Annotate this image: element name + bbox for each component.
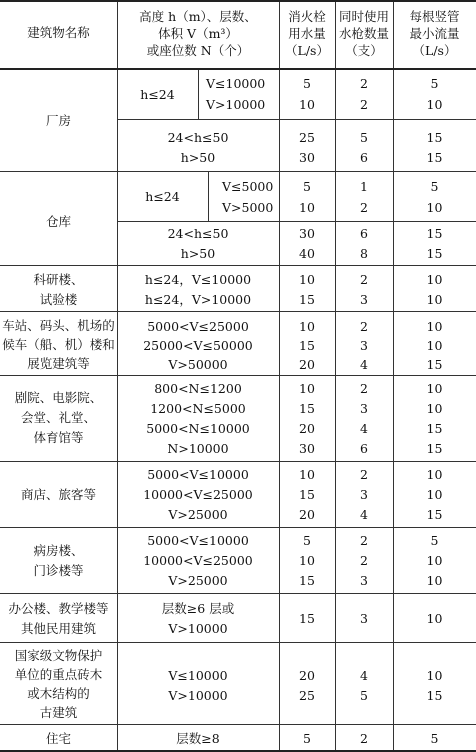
- flow-value: 20: [299, 357, 315, 372]
- condition: h≤24: [145, 189, 180, 204]
- condition: 5000<V≤10000: [147, 533, 249, 548]
- sub-divider: [208, 171, 209, 221]
- header-guns-line2: 水枪数量: [338, 26, 389, 41]
- flow-value: 15: [299, 573, 315, 588]
- min-flow-value: 5: [430, 76, 439, 91]
- flow-value: 30: [299, 226, 315, 241]
- guns-value: 2: [360, 319, 368, 334]
- row-divider: [117, 119, 476, 120]
- row-divider: [0, 375, 476, 376]
- flow-value: 30: [299, 441, 315, 456]
- condition: V>50000: [168, 357, 228, 372]
- row-divider: [0, 311, 476, 312]
- min-flow-value: 15: [426, 507, 443, 522]
- min-flow-value: 15: [426, 357, 443, 372]
- flow-value: 10: [299, 319, 315, 334]
- header-param-line2: 体积 V（m³）: [158, 26, 238, 41]
- building-name: 商店、旅客等: [20, 487, 96, 502]
- condition: h>50: [180, 150, 216, 165]
- col-divider: [335, 2, 336, 750]
- condition-sub: V>10000: [206, 97, 266, 112]
- condition: V≤10000: [168, 668, 228, 683]
- header-flow-line2: 用水量: [288, 26, 326, 41]
- building-name: 其他民用建筑: [20, 621, 96, 636]
- row-divider: [0, 724, 476, 725]
- guns-value: 2: [360, 200, 368, 215]
- flow-value: 40: [299, 246, 315, 261]
- header-param-line1: 高度 h（m）、层数、: [139, 9, 257, 24]
- building-name: 办公楼、教学楼等: [8, 601, 109, 616]
- guns-value: 3: [360, 487, 368, 502]
- flow-value: 25: [299, 130, 315, 145]
- guns-value: 2: [360, 97, 368, 112]
- building-name: 仓库: [45, 214, 71, 229]
- flow-value: 10: [299, 467, 315, 482]
- flow-value: 15: [299, 487, 315, 502]
- guns-value: 5: [360, 130, 368, 145]
- flow-value: 10: [299, 272, 315, 287]
- min-flow-value: 15: [426, 421, 443, 436]
- condition: h≤24，V>10000: [144, 292, 252, 307]
- row-divider: [0, 642, 476, 643]
- guns-value: 2: [360, 553, 368, 568]
- flow-value: 10: [299, 381, 315, 396]
- condition: 5000<V≤10000: [147, 467, 249, 482]
- condition: h>50: [180, 246, 216, 261]
- min-flow-value: 5: [430, 179, 439, 194]
- condition: N>10000: [167, 441, 229, 456]
- guns-value: 2: [360, 731, 368, 746]
- row-divider: [0, 461, 476, 462]
- row-divider: [0, 527, 476, 528]
- header-param-line3: 或座位数 N（个）: [146, 43, 250, 58]
- flow-value: 15: [299, 611, 315, 626]
- condition: 层数≥8: [176, 731, 220, 746]
- condition: 800<N≤1200: [154, 381, 242, 396]
- guns-value: 6: [360, 150, 368, 165]
- condition: 5000<N≤10000: [146, 421, 250, 436]
- guns-value: 4: [360, 421, 368, 436]
- flow-value: 15: [299, 292, 315, 307]
- row-divider: [0, 265, 476, 266]
- guns-value: 3: [360, 338, 368, 353]
- row-divider: [117, 221, 476, 222]
- guns-value: 4: [360, 507, 368, 522]
- min-flow-value: 15: [426, 441, 443, 456]
- building-name: 展览建筑等: [27, 356, 90, 371]
- flow-value: 30: [299, 150, 315, 165]
- guns-value: 2: [360, 381, 368, 396]
- guns-value: 8: [360, 246, 368, 261]
- building-name: 单位的重点砖木: [14, 667, 103, 682]
- condition-sub: V≤5000: [222, 179, 274, 194]
- flow-value: 20: [299, 421, 315, 436]
- guns-value: 2: [360, 467, 368, 482]
- building-name: 或木结构的: [27, 686, 90, 701]
- flow-value: 20: [299, 668, 315, 683]
- condition: 25000<V≤50000: [143, 338, 253, 353]
- header-min-line1: 每根竖管: [409, 9, 460, 24]
- min-flow-value: 15: [426, 246, 443, 261]
- building-name: 体育馆等: [33, 430, 84, 445]
- min-flow-value: 10: [426, 401, 443, 416]
- header-min-line3: （L/s）: [412, 43, 457, 58]
- building-name: 科研楼、: [33, 272, 84, 287]
- flow-value: 10: [299, 553, 315, 568]
- flow-value: 5: [303, 731, 311, 746]
- min-flow-value: 10: [426, 97, 443, 112]
- guns-value: 6: [360, 441, 368, 456]
- condition: V>25000: [168, 507, 228, 522]
- guns-value: 5: [360, 688, 368, 703]
- row-divider: [0, 171, 476, 172]
- flow-value: 5: [303, 179, 311, 194]
- guns-value: 6: [360, 226, 368, 241]
- min-flow-value: 10: [426, 381, 443, 396]
- header-min-line2: 最小流量: [409, 26, 460, 41]
- col-divider: [279, 2, 280, 750]
- min-flow-value: 10: [426, 553, 443, 568]
- condition: 1200<N≤5000: [150, 401, 246, 416]
- col-divider: [393, 2, 394, 750]
- min-flow-value: 10: [426, 338, 443, 353]
- building-name: 试验楼: [39, 292, 78, 307]
- header-building-name: 建筑物名称: [27, 25, 90, 40]
- condition: h≤24: [140, 87, 175, 102]
- condition: 24<h≤50: [167, 130, 229, 145]
- condition: h≤24，V≤10000: [144, 272, 252, 287]
- condition: 层数≥6 层或: [161, 601, 235, 616]
- min-flow-value: 15: [426, 226, 443, 241]
- condition: V>10000: [168, 688, 228, 703]
- condition-sub: V>5000: [222, 200, 274, 215]
- row-divider: [0, 68, 476, 70]
- min-flow-value: 15: [426, 150, 443, 165]
- building-name: 病房楼、: [33, 543, 84, 558]
- flow-value: 5: [303, 76, 311, 91]
- condition: 24<h≤50: [167, 226, 229, 241]
- guns-value: 2: [360, 533, 368, 548]
- guns-value: 3: [360, 401, 368, 416]
- header-guns-line1: 同时使用: [338, 9, 389, 24]
- flow-value: 10: [299, 200, 315, 215]
- guns-value: 2: [360, 272, 368, 287]
- building-name: 车站、码头、机场的: [2, 318, 115, 333]
- guns-value: 3: [360, 611, 368, 626]
- building-name: 住宅: [45, 731, 71, 746]
- condition: V>10000: [168, 621, 228, 636]
- condition: 10000<V≤25000: [143, 553, 253, 568]
- building-name: 国家级文物保护: [14, 648, 103, 663]
- header-flow-line3: （L/s）: [285, 43, 329, 58]
- min-flow-value: 10: [426, 573, 443, 588]
- building-name: 剧院、电影院、: [14, 390, 103, 405]
- building-name: 门诊楼等: [33, 563, 84, 578]
- flow-value: 15: [299, 401, 315, 416]
- building-name: 候车（船、机）楼和: [2, 337, 115, 352]
- col-divider: [117, 2, 118, 750]
- min-flow-value: 10: [426, 611, 443, 626]
- min-flow-value: 10: [426, 200, 443, 215]
- guns-value: 4: [360, 668, 368, 683]
- guns-value: 4: [360, 357, 368, 372]
- header-flow-line1: 消火栓: [288, 9, 326, 24]
- row-divider: [0, 593, 476, 594]
- guns-value: 3: [360, 573, 368, 588]
- condition: 10000<V≤25000: [143, 487, 253, 502]
- min-flow-value: 10: [426, 487, 443, 502]
- sub-divider: [198, 69, 199, 119]
- building-name: 会堂、礼堂、: [20, 410, 96, 425]
- flow-value: 20: [299, 507, 315, 522]
- flow-value: 5: [303, 533, 311, 548]
- condition: V>25000: [168, 573, 228, 588]
- min-flow-value: 10: [426, 467, 443, 482]
- guns-value: 2: [360, 76, 368, 91]
- min-flow-value: 15: [426, 688, 443, 703]
- min-flow-value: 15: [426, 130, 443, 145]
- min-flow-value: 10: [426, 319, 443, 334]
- flow-value: 10: [299, 97, 315, 112]
- min-flow-value: 10: [426, 292, 443, 307]
- guns-value: 1: [360, 179, 368, 194]
- header-guns-line3: （支）: [345, 43, 383, 58]
- condition: 5000<V≤25000: [147, 319, 249, 334]
- building-name: 古建筑: [39, 705, 78, 720]
- min-flow-value: 5: [430, 533, 439, 548]
- flow-value: 25: [299, 688, 315, 703]
- min-flow-value: 10: [426, 668, 443, 683]
- flow-value: 15: [299, 338, 315, 353]
- condition-sub: V≤10000: [206, 76, 266, 91]
- guns-value: 3: [360, 292, 368, 307]
- building-name: 厂房: [45, 113, 71, 128]
- min-flow-value: 10: [426, 272, 443, 287]
- min-flow-value: 5: [430, 731, 439, 746]
